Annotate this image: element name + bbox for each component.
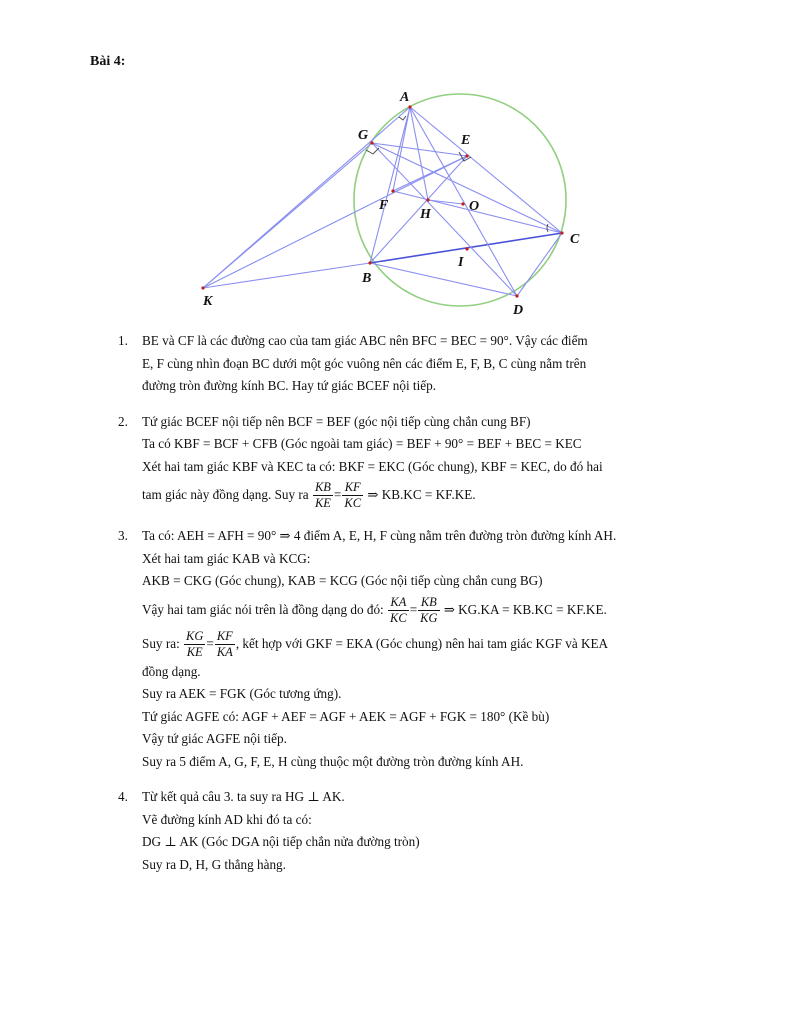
item-line: Suy ra D, H, G thẳng hàng. <box>142 856 286 872</box>
fraction-line: Suy ra: $\frac{KG}{KE}$ = $\frac{KF}{KA}$ , kết hợp với GKF = EKA (Góc chung) nên hai tam giác KGF và KEA <box>142 628 609 659</box>
exercise-title: Bài 4: <box>90 54 126 69</box>
item-line: Suy ra AEK = FGK (Góc tương ứng). <box>142 686 342 701</box>
segment-BD <box>370 263 517 296</box>
solution-item-4 <box>118 786 718 876</box>
label-F: F <box>379 198 389 213</box>
point-H <box>426 198 429 201</box>
item-line: đồng dạng. <box>142 663 201 679</box>
item-number: 4. <box>118 789 128 804</box>
fraction: $\frac{KB}{KG}$ <box>420 594 438 625</box>
item-line: Xét hai tam giác KBF và KEC ta có: BKF = EKC (Góc chung), KBF = KEC, do đó hai <box>142 458 603 474</box>
point-O <box>461 202 464 205</box>
label-B: B <box>362 271 372 286</box>
point-A <box>408 105 411 108</box>
label-I: I <box>458 255 464 270</box>
segment-AB <box>370 107 410 263</box>
solution-content <box>118 330 718 889</box>
point-F <box>391 189 394 192</box>
label-A: A <box>400 90 410 105</box>
segment-GD <box>372 143 517 296</box>
item-number: 2. <box>118 413 128 429</box>
item-line: AKB = CKG (Góc chung), KAB = KCG (Góc nội tiếp cùng chắn cung BG) <box>142 573 543 588</box>
point-I <box>465 247 468 250</box>
label-C: C <box>570 232 580 247</box>
fraction: $\frac{KA}{KC}$ <box>390 594 407 625</box>
segment-CD <box>517 233 562 296</box>
fraction-line: Vậy hai tam giác nói trên là đồng dạng do đó: $\frac{KA}{KC}$ = $\frac{KB}{KG}$ ⇒ KG.KA = KB.KC = KF.KE. <box>142 594 607 625</box>
item-line: Vậy tứ giác AGFE nội tiếp. <box>142 731 287 746</box>
fraction: $\frac{KB}{KE}$ <box>314 480 331 511</box>
label-G: G <box>358 128 369 143</box>
solution-item-3 <box>118 525 718 773</box>
item-line: Tứ giác AGFE có: AGF + AEF = AGF + AEK = AGF + FGK = 180° (Kề bù) <box>142 708 550 724</box>
item-line: E, F cùng nhìn đoạn BC dưới một góc vuông nên các điểm E, F, B, C cùng nằm trên <box>142 355 587 371</box>
fraction: $\frac{KF}{KA}$ <box>216 628 233 659</box>
point-D <box>515 294 518 297</box>
label-O: O <box>469 199 480 214</box>
segment-EF <box>393 156 467 191</box>
item-line: Ta có: AEH = AFH = 90° ⇒ 4 điểm A, E, H, F cùng nằm trên đường tròn đường kính AH. <box>142 528 617 543</box>
item-line: Xét hai tam giác KAB và KCG: <box>142 550 311 566</box>
item-line: Vẽ đường kính AD khi đó ta có: <box>142 811 312 827</box>
label-K: K <box>203 294 213 309</box>
angle-mark-C <box>547 224 548 232</box>
item-line: Suy ra 5 điểm A, G, F, E, H cùng thuộc một đường tròn đường kính AH. <box>142 753 524 769</box>
point-C <box>560 231 563 234</box>
point-E <box>465 154 468 157</box>
fraction: $\frac{KF}{KC}$ <box>344 480 362 511</box>
label-E: E <box>461 133 471 148</box>
fraction-line: tam giác này đồng dạng. Suy ra $\frac{KB}{KE}$ = $\frac{KF}{KC}$ ⇒ KB.KC = KF.KE. <box>142 480 476 511</box>
item-line: BE và CF là các đường cao của tam giác ABC nên BFC = BEC = 90°. Vậy các điểm <box>142 333 588 348</box>
fraction: $\frac{KG}{KE}$ <box>186 628 204 659</box>
item-line: DG ⊥ AK (Góc DGA nội tiếp chắn nửa đường tròn) <box>142 834 420 849</box>
item-line: Ta có KBF = BCF + CFB (Góc ngoài tam giác) = BEF + 90° = BEF + BEC = KEC <box>142 436 582 451</box>
label-D: D <box>513 303 524 318</box>
point-G <box>370 141 373 144</box>
item-number: 3. <box>118 528 128 543</box>
geometry-figure <box>190 82 600 322</box>
right-angle-A <box>399 116 406 120</box>
item-line: đường tròn đường kính BC. Hay tứ giác BCEF nội tiếp. <box>142 378 437 393</box>
item-line: Từ kết quả câu 3. ta suy ra HG ⊥ AK. <box>142 789 345 804</box>
point-K <box>201 286 204 289</box>
solution-item-2 <box>118 411 718 513</box>
item-number: 1. <box>118 333 128 348</box>
item-line: Tứ giác BCEF nội tiếp nên BCF = BEF (góc nội tiếp cùng chắn cung BF) <box>142 413 531 429</box>
point-B <box>368 261 371 264</box>
segment-HO <box>428 200 463 204</box>
solution-item-1 <box>118 330 718 398</box>
label-H: H <box>420 207 431 222</box>
